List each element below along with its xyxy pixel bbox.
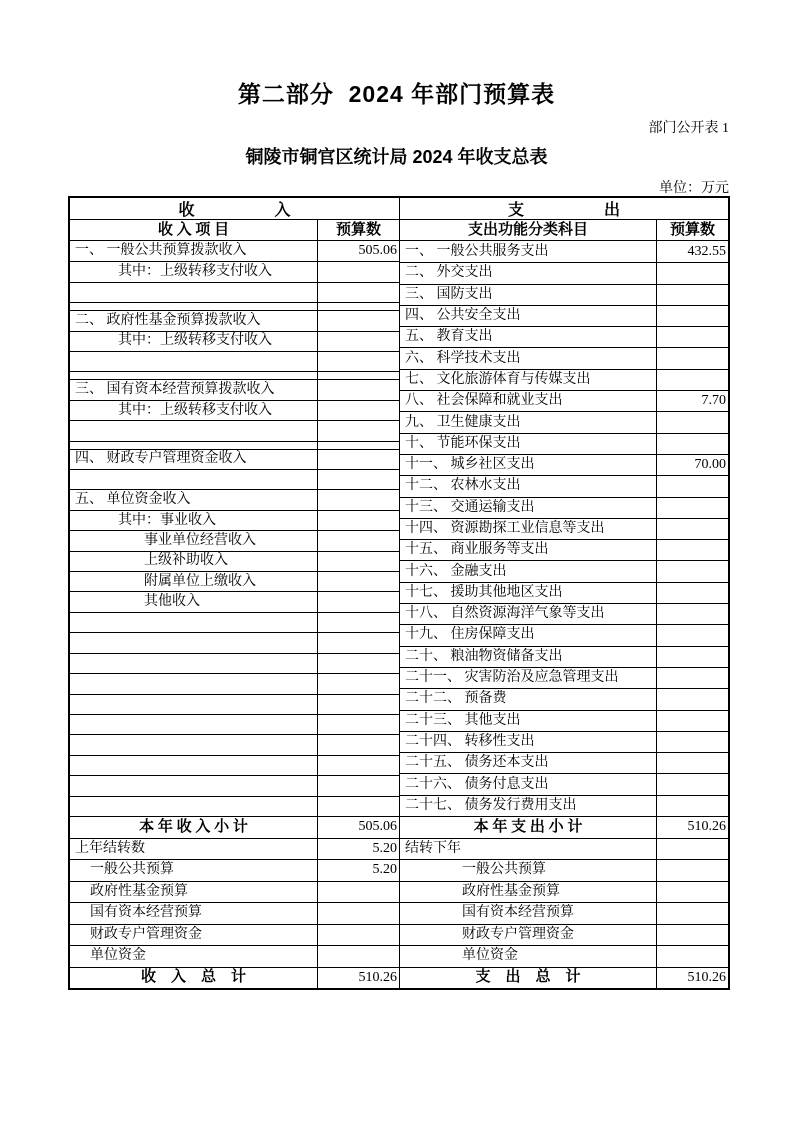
row-label: 一、 一般公共预算拨款收入 bbox=[75, 243, 247, 259]
table-row bbox=[70, 551, 399, 571]
budget-table bbox=[68, 196, 730, 990]
row-label bbox=[70, 776, 317, 795]
row-value bbox=[656, 732, 728, 752]
income-section-header: 收 入 bbox=[70, 198, 399, 220]
table-row bbox=[70, 796, 399, 816]
row-value bbox=[656, 285, 728, 305]
expenditure-data-rows bbox=[400, 241, 728, 816]
row-value bbox=[656, 625, 728, 645]
row-value bbox=[656, 519, 728, 539]
row-value bbox=[317, 946, 399, 967]
row-label bbox=[70, 674, 317, 693]
table-row bbox=[400, 902, 728, 924]
table-row bbox=[400, 262, 728, 283]
expenditure-summary-rows bbox=[400, 816, 728, 988]
table-row bbox=[400, 390, 728, 411]
table-row bbox=[400, 497, 728, 518]
row-label: 单位资金 bbox=[462, 948, 518, 964]
row-value bbox=[317, 674, 399, 693]
row-label: 十四、 资源勘探工业信息等支出 bbox=[405, 521, 605, 536]
table-row bbox=[70, 379, 399, 399]
expenditure-item-header: 支出功能分类科目 bbox=[467, 221, 588, 238]
row-value bbox=[317, 490, 399, 509]
row-label: 其他收入 bbox=[144, 594, 200, 610]
row-value bbox=[656, 946, 728, 967]
table-row bbox=[400, 369, 728, 390]
row-label: 六、 科学技术支出 bbox=[405, 350, 521, 366]
table-row bbox=[70, 441, 399, 449]
row-label: 十八、 自然资源海洋气象等支出 bbox=[405, 606, 605, 622]
row-value bbox=[656, 327, 728, 347]
table-row bbox=[400, 752, 728, 773]
row-label bbox=[70, 283, 317, 302]
row-label: 三、 国有资本经营预算拨款收入 bbox=[75, 382, 275, 398]
table-row bbox=[400, 305, 728, 326]
row-label: 收 入 总 计 bbox=[140, 969, 246, 986]
table-row bbox=[70, 902, 399, 924]
row-value bbox=[317, 882, 399, 903]
row-label: 单位资金 bbox=[90, 948, 146, 964]
row-value: 70.00 bbox=[656, 455, 728, 475]
row-value bbox=[656, 925, 728, 946]
row-label bbox=[70, 797, 317, 816]
row-label: 其中：上级转移支付收入 bbox=[118, 264, 272, 280]
table-row bbox=[70, 775, 399, 795]
row-label: 二十三、 其他支出 bbox=[405, 712, 521, 728]
table-row bbox=[70, 510, 399, 530]
row-label: 其中：事业收入 bbox=[118, 512, 216, 528]
row-label bbox=[70, 633, 317, 652]
expenditure-column-headers bbox=[400, 220, 728, 241]
row-label: 二十、 粮油物资储备支出 bbox=[405, 648, 563, 664]
row-value bbox=[656, 903, 728, 924]
row-value: 510.26 bbox=[317, 968, 399, 989]
row-label: 一般公共预算 bbox=[90, 862, 174, 878]
row-label bbox=[70, 372, 317, 379]
row-value bbox=[656, 839, 728, 860]
table-row bbox=[400, 667, 728, 688]
row-value: 5.20 bbox=[317, 860, 399, 881]
row-value bbox=[317, 352, 399, 371]
table-row bbox=[70, 653, 399, 673]
row-value bbox=[656, 583, 728, 603]
table-row bbox=[70, 881, 399, 903]
row-value bbox=[656, 860, 728, 881]
row-label: 二十二、 预备费 bbox=[405, 691, 507, 707]
row-value bbox=[656, 412, 728, 432]
row-value bbox=[317, 401, 399, 420]
table-row bbox=[70, 371, 399, 379]
table-row bbox=[400, 241, 728, 262]
row-label: 财政专户管理资金 bbox=[90, 926, 202, 942]
row-label: 十九、 住房保障支出 bbox=[405, 627, 535, 643]
table-row bbox=[70, 449, 399, 469]
table-row bbox=[70, 331, 399, 351]
row-label: 四、 公共安全支出 bbox=[405, 308, 521, 324]
table-row bbox=[400, 518, 728, 539]
row-value bbox=[656, 540, 728, 560]
income-budget-header: 预算数 bbox=[317, 220, 399, 240]
row-value bbox=[317, 592, 399, 611]
row-label: 财政专户管理资金 bbox=[462, 926, 574, 942]
table-row bbox=[70, 420, 399, 440]
row-label: 十三、 交通运输支出 bbox=[405, 499, 535, 515]
table-row bbox=[400, 347, 728, 368]
table-row bbox=[70, 241, 399, 261]
row-label bbox=[70, 613, 317, 632]
table-row bbox=[400, 795, 728, 816]
row-value bbox=[317, 332, 399, 351]
row-label: 一般公共预算 bbox=[462, 862, 546, 878]
table-row bbox=[400, 475, 728, 496]
table-row bbox=[400, 624, 728, 645]
row-value bbox=[317, 552, 399, 571]
row-label: 七、 文化旅游体育与传媒支出 bbox=[405, 371, 591, 387]
table-public-label: 部门公开表 1 bbox=[648, 121, 729, 136]
row-value bbox=[656, 348, 728, 368]
row-label: 十二、 农林水支出 bbox=[405, 478, 521, 494]
row-label: 十五、 商业服务等支出 bbox=[405, 542, 549, 558]
row-label: 三、 国防支出 bbox=[405, 286, 493, 302]
row-label bbox=[70, 442, 317, 449]
table-row bbox=[70, 734, 399, 754]
row-value bbox=[317, 470, 399, 489]
row-label: 事业单位经营收入 bbox=[144, 532, 256, 548]
row-value bbox=[656, 711, 728, 731]
unit-note: 单位：万元 bbox=[659, 181, 729, 196]
row-label: 十、 节能环保支出 bbox=[405, 435, 521, 451]
table-row bbox=[400, 582, 728, 603]
row-label: 本 年 支 出 小 计 bbox=[473, 818, 583, 835]
row-label: 其中：上级转移支付收入 bbox=[118, 333, 272, 349]
row-value bbox=[317, 450, 399, 469]
table-row bbox=[70, 924, 399, 946]
income-item-header: 收 入 项 目 bbox=[157, 221, 230, 238]
row-value bbox=[656, 263, 728, 283]
row-label: 支 出 总 计 bbox=[475, 969, 581, 986]
row-value bbox=[317, 695, 399, 714]
row-value bbox=[317, 925, 399, 946]
row-value bbox=[317, 421, 399, 440]
income-data-rows bbox=[70, 241, 399, 816]
row-label: 二、 政府性基金预算拨款收入 bbox=[75, 312, 261, 328]
row-value bbox=[656, 753, 728, 773]
row-value bbox=[317, 776, 399, 795]
row-value bbox=[317, 511, 399, 530]
row-label bbox=[70, 352, 317, 371]
row-label: 四、 财政专户管理资金收入 bbox=[75, 451, 247, 467]
row-value: 432.55 bbox=[656, 241, 728, 262]
table-row bbox=[70, 612, 399, 632]
table-row bbox=[70, 859, 399, 881]
table-row bbox=[70, 632, 399, 652]
table-row bbox=[70, 261, 399, 281]
table-title: 铜陵市铜官区统计局 2024 年收支总表 bbox=[245, 147, 548, 167]
table-row bbox=[400, 560, 728, 581]
table-row bbox=[400, 967, 728, 989]
row-value: 505.06 bbox=[317, 241, 399, 261]
table-row bbox=[70, 302, 399, 310]
table-row bbox=[400, 881, 728, 903]
table-row bbox=[70, 945, 399, 967]
expenditure-column bbox=[399, 198, 728, 988]
row-label: 其中：上级转移支付收入 bbox=[118, 402, 272, 418]
table-row bbox=[70, 351, 399, 371]
row-label: 国有资本经营预算 bbox=[90, 905, 202, 921]
row-value bbox=[656, 647, 728, 667]
row-label bbox=[70, 654, 317, 673]
row-label bbox=[70, 470, 317, 489]
row-value: 7.70 bbox=[656, 391, 728, 411]
row-value bbox=[317, 372, 399, 379]
row-label: 结转下年 bbox=[405, 840, 461, 856]
table-row bbox=[400, 859, 728, 881]
table-row bbox=[400, 773, 728, 794]
table-row bbox=[70, 694, 399, 714]
row-value bbox=[317, 531, 399, 550]
expenditure-section-header: 支 出 bbox=[400, 198, 728, 220]
row-label bbox=[70, 756, 317, 775]
row-value bbox=[317, 311, 399, 330]
table-row bbox=[400, 284, 728, 305]
row-value bbox=[317, 903, 399, 924]
row-label: 上年结转数 bbox=[75, 840, 145, 856]
table-row bbox=[400, 945, 728, 967]
row-value bbox=[317, 572, 399, 591]
row-value bbox=[656, 476, 728, 496]
table-row bbox=[400, 688, 728, 709]
row-value bbox=[317, 756, 399, 775]
row-value bbox=[656, 561, 728, 581]
row-value bbox=[656, 434, 728, 454]
row-value: 510.26 bbox=[656, 817, 728, 838]
income-column-headers bbox=[70, 220, 399, 241]
row-label: 一、 一般公共服务支出 bbox=[405, 243, 549, 259]
row-label: 二十一、 灾害防治及应急管理支出 bbox=[405, 670, 619, 686]
row-label: 二十七、 债务发行费用支出 bbox=[405, 797, 577, 813]
row-label: 政府性基金预算 bbox=[462, 883, 560, 899]
row-value bbox=[317, 613, 399, 632]
table-row bbox=[70, 469, 399, 489]
table-row bbox=[70, 816, 399, 838]
row-label: 二十五、 债务还本支出 bbox=[405, 755, 549, 771]
table-row bbox=[400, 646, 728, 667]
table-row bbox=[400, 816, 728, 838]
table-row bbox=[70, 838, 399, 860]
table-row bbox=[400, 924, 728, 946]
table-row bbox=[400, 731, 728, 752]
row-label: 十七、 援助其他地区支出 bbox=[405, 584, 563, 600]
row-label: 五、 教育支出 bbox=[405, 329, 493, 345]
row-label: 二十六、 债务付息支出 bbox=[405, 776, 549, 792]
row-value bbox=[317, 633, 399, 652]
table-row bbox=[400, 838, 728, 860]
table-row bbox=[70, 282, 399, 302]
row-label: 国有资本经营预算 bbox=[462, 905, 574, 921]
row-value: 5.20 bbox=[317, 839, 399, 860]
table-row bbox=[400, 454, 728, 475]
row-value bbox=[656, 370, 728, 390]
row-label: 九、 卫生健康支出 bbox=[405, 414, 521, 430]
row-value bbox=[656, 689, 728, 709]
row-label: 十六、 金融支出 bbox=[405, 563, 507, 579]
row-value bbox=[656, 882, 728, 903]
table-row bbox=[400, 603, 728, 624]
row-label: 政府性基金预算 bbox=[90, 883, 188, 899]
row-value bbox=[656, 306, 728, 326]
expenditure-budget-header: 预算数 bbox=[656, 220, 728, 240]
table-row bbox=[400, 411, 728, 432]
row-label: 二、 外交支出 bbox=[405, 265, 493, 281]
row-label: 附属单位上缴收入 bbox=[144, 573, 256, 589]
row-label bbox=[70, 421, 317, 440]
row-label: 上级补助收入 bbox=[144, 553, 228, 569]
table-row bbox=[70, 673, 399, 693]
row-value bbox=[656, 796, 728, 816]
table-row bbox=[70, 310, 399, 330]
row-value bbox=[656, 498, 728, 518]
table-row bbox=[400, 539, 728, 560]
row-value bbox=[317, 283, 399, 302]
row-value bbox=[317, 442, 399, 449]
table-row bbox=[400, 433, 728, 454]
table-row bbox=[70, 591, 399, 611]
table-row bbox=[400, 326, 728, 347]
document-title: 第二部分 2024 年部门预算表 bbox=[237, 81, 556, 107]
row-label bbox=[70, 735, 317, 754]
row-value bbox=[656, 668, 728, 688]
row-label: 十一、 城乡社区支出 bbox=[405, 457, 535, 473]
row-value bbox=[317, 654, 399, 673]
table-row bbox=[70, 400, 399, 420]
row-value bbox=[317, 715, 399, 734]
row-label bbox=[70, 303, 317, 310]
row-label bbox=[70, 715, 317, 734]
row-value bbox=[656, 774, 728, 794]
income-column bbox=[70, 198, 399, 988]
row-value: 505.06 bbox=[317, 817, 399, 838]
row-label: 五、 单位资金收入 bbox=[75, 492, 191, 508]
row-value bbox=[317, 735, 399, 754]
table-row bbox=[70, 571, 399, 591]
table-row bbox=[70, 755, 399, 775]
row-value bbox=[317, 303, 399, 310]
row-value bbox=[317, 262, 399, 281]
table-row bbox=[70, 714, 399, 734]
table-row bbox=[70, 489, 399, 509]
row-label: 本 年 收 入 小 计 bbox=[139, 818, 248, 835]
row-value bbox=[317, 380, 399, 399]
row-value bbox=[656, 604, 728, 624]
table-row bbox=[70, 967, 399, 989]
row-value bbox=[317, 797, 399, 816]
row-label: 二十四、 转移性支出 bbox=[405, 733, 535, 749]
row-value: 510.26 bbox=[656, 968, 728, 989]
row-label: 八、 社会保障和就业支出 bbox=[405, 393, 563, 409]
table-row bbox=[400, 710, 728, 731]
income-summary-rows bbox=[70, 816, 399, 988]
row-label bbox=[70, 695, 317, 714]
table-row bbox=[70, 530, 399, 550]
